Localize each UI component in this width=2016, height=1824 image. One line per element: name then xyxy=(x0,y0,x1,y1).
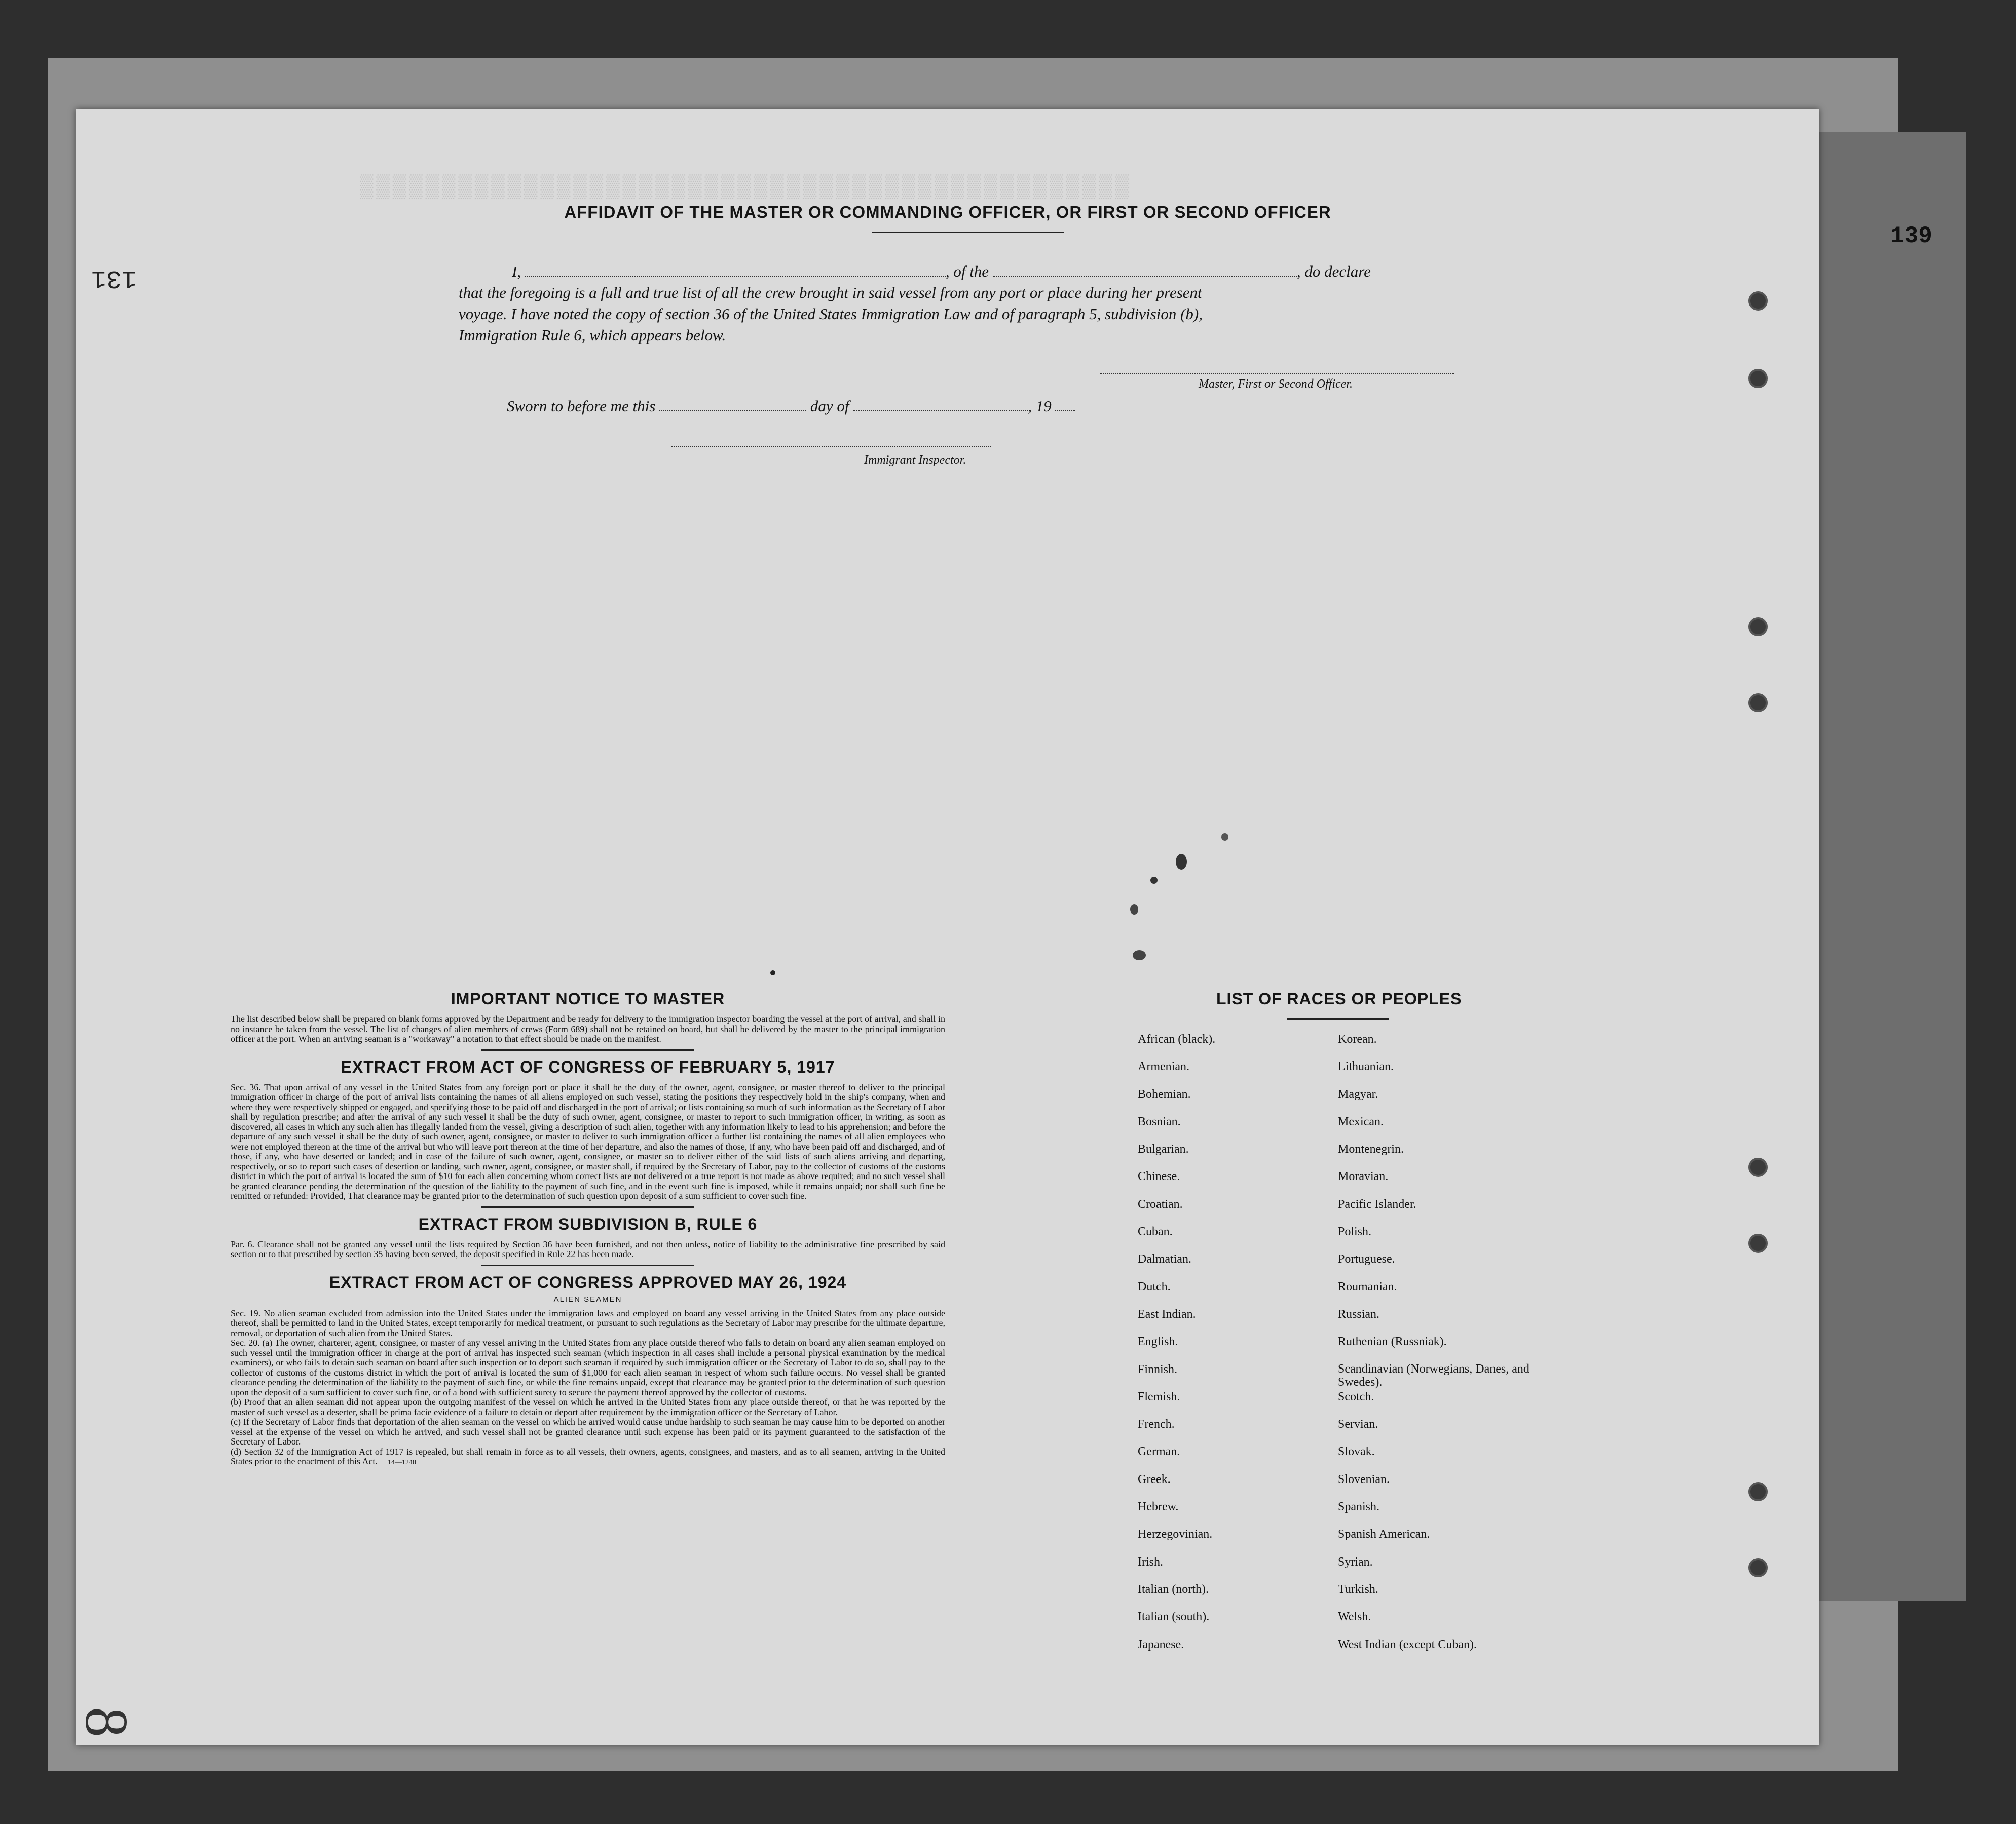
race-item: Cuban. xyxy=(1138,1225,1173,1239)
race-item: West Indian (except Cuban). xyxy=(1338,1638,1477,1651)
form-number: 14—1240 xyxy=(387,1459,416,1466)
race-item: Flemish. xyxy=(1138,1390,1180,1403)
ink-spot xyxy=(1221,833,1228,841)
affidavit-line-1 xyxy=(512,261,1566,282)
race-item: Moravian. xyxy=(1338,1170,1389,1184)
affidavit-title: AFFIDAVIT OF THE MASTER OR COMMANDING OFFICER, OR FIRST OR SECOND OFFICER xyxy=(564,203,1331,221)
race-item: Roumanian. xyxy=(1338,1280,1397,1294)
name-blank[interactable] xyxy=(525,275,946,277)
race-item: Hebrew. xyxy=(1138,1500,1179,1514)
race-item: Magyar. xyxy=(1338,1087,1378,1101)
race-item: Pacific Islander. xyxy=(1338,1197,1416,1211)
race-item: Montenegrin. xyxy=(1338,1143,1404,1156)
race-item: Spanish. xyxy=(1338,1500,1380,1514)
binder-hole xyxy=(1748,369,1768,388)
extract-1924-subtitle: ALIEN SEAMEN xyxy=(553,1295,622,1304)
race-item: Welsh. xyxy=(1338,1610,1371,1624)
binder-hole xyxy=(1748,1482,1768,1501)
race-item: Lithuanian. xyxy=(1338,1060,1394,1074)
master-signature-line[interactable] xyxy=(1100,373,1454,374)
notice-section xyxy=(231,990,945,1468)
ink-spot xyxy=(1130,904,1138,915)
race-item: Greek. xyxy=(1138,1472,1171,1486)
race-item: Turkish. xyxy=(1338,1582,1378,1596)
sec20b-text: (b) Proof that an alien seaman did not appear upon the outgoing manifest of the vessel on which he arrived in the United States from any place outside thereof, or that he was reported by the master of such vessel as a deserter, shall be prima facie evidence of a failure to detain or deport after requirement by the immigration officer or the Secretary of Labor. xyxy=(231,1397,945,1417)
binder-hole xyxy=(1748,693,1768,712)
ink-spot xyxy=(1176,854,1187,870)
sworn-before-me: Sworn to before me this xyxy=(507,397,656,415)
side-handwritten-number: 131 xyxy=(91,263,137,292)
race-item: Italian (north). xyxy=(1138,1582,1209,1596)
affidavit-declare: , do declare xyxy=(1296,262,1371,280)
race-item: Italian (south). xyxy=(1138,1610,1210,1624)
races-column-1 xyxy=(1138,1032,1215,1665)
extract-1917-title: EXTRACT FROM ACT OF CONGRESS OF FEBRUARY 5, 1917 xyxy=(341,1057,835,1076)
inspector-signature-line[interactable] xyxy=(671,446,991,447)
ink-spot xyxy=(770,970,775,975)
sec20d-text xyxy=(231,1447,945,1468)
ink-spot xyxy=(1133,950,1146,960)
race-item: African (black). xyxy=(1138,1033,1216,1046)
race-item: Russian. xyxy=(1338,1307,1380,1321)
race-item: Scandinavian (Norwegians, Danes, and Swedes). xyxy=(1338,1362,1529,1389)
page-number: 139 xyxy=(1890,223,1932,249)
sworn-year-blank[interactable] xyxy=(1055,410,1075,411)
race-item: Servian. xyxy=(1338,1418,1378,1431)
sec19-text: Sec. 19. No alien seaman excluded from admission into the United States under the immigration laws and employed on board any vessel arriving in the United States from any place outside thereof, shall be permitted to land in the United States, except temporarily for medical treatment, or pursuant to such regulations as the Secretary of Labor may prescribe for the ultimate departure, removal, or deportation of such alien from the United States. xyxy=(231,1308,945,1338)
races-column-2 xyxy=(1338,1032,1530,1665)
races-title: LIST OF RACES OR PEOPLES xyxy=(1216,990,1462,1008)
sec20a-text: Sec. 20. (a) The owner, charterer, agent, consignee, or master of any vessel arriving in the United States from any place outside thereof who fails to detain on board any alien seaman employed on such vessel until the immigration officer in charge at the port of arrival has inspected such seaman (which inspection in all cases shall include a personal physical examination by the medical examiners), or who fails to detain such seaman on board after such inspection or to deport such seaman if required by such immigration officer or the Secretary of Labor to do so, shall pay to the collector of customs of the customs district in which the port of arrival is located the sum of $1,000 for each alien seaman in respect of whom such failure occurs. No vessel shall be granted clearance pending the determination of the liability to the payment of such fine, or while the fine remains unpaid, except that clearance may be granted prior to the determination of such question upon the deposit of a sum sufficient to cover such fine, or of a bond with sufficient surety to secure the payment thereof approved by the collector of customs. xyxy=(231,1338,945,1397)
race-item: Slovenian. xyxy=(1338,1472,1390,1486)
race-item: Scotch. xyxy=(1338,1390,1374,1403)
race-item: Korean. xyxy=(1338,1033,1377,1046)
race-item: French. xyxy=(1138,1418,1175,1431)
extract-1917-text: Sec. 36. That upon arrival of any vessel in the United States from any foreign port or place it shall be the duty of the owner, agent, consignee, or master thereof to deliver to the principal immigration officer in charge of the port of arrival lists containing the names of all aliens employed on such vessel, stating the positions they respectively hold in the ship's company, when and where they were respectively shipped or engaged, and specifying those to be paid off and discharged in the port of arrival; or lists containing so much of such information as the Secretary of Labor shall by regulation prescribe; and after the arrival of any such vessel it shall be the duty of such owner, agent, consignee, or master to report to such immigration officer, in writing, as soon as discovered, all cases in which any such alien has illegally landed from the vessel, giving a description of such alien, together with any information likely to lead to his apprehension; and before the departure of any such vessel it shall be the duty of such owner, agent, consignee, or master to deliver to such immigration officer a further list containing the names of all alien employees who were not employed thereon at the time of the arrival but who will leave port thereon at the time of her departure, and also the names of those, if any, who have been paid off and discharged, and of those, if any, who have deserted or landed; and in case of the failure of such owner, agent, consignee, or master so to deliver either of the said lists of such aliens arriving and departing, respectively, or so to report such cases of desertion or landing, such owner, agent, consignee, or master shall, if required by the Secretary of Labor, pay to the collector of customs of the customs district in which the port of arrival is located the sum of $10 for each alien concerning whom correct lists are not delivered or a true report is not made as above required; and no such vessel shall be granted clearance pending the determination of the question of the liability to the payment of such fine, and in the event such fine is imposed, while it remains unpaid; nor shall such fine be remitted or refunded: Provided, That clearance may be granted prior to the determination of such question upon deposit of a sum sufficient to cover such fine. xyxy=(231,1082,945,1201)
affidavit-title-rule xyxy=(872,232,1064,233)
extract-1924-title: EXTRACT FROM ACT OF CONGRESS APPROVED MAY 26, 1924 xyxy=(329,1273,847,1291)
race-item: Bohemian. xyxy=(1138,1087,1191,1101)
race-item: Ruthenian (Russniak). xyxy=(1338,1335,1447,1349)
sworn-year: , 19 xyxy=(1028,397,1052,415)
extract-1917-rule xyxy=(481,1206,694,1208)
race-item: Croatian. xyxy=(1138,1197,1183,1211)
bleed-through-shadow: ▒▒▒▒▒▒▒▒▒▒▒▒▒▒▒▒▒▒▒▒▒▒▒▒▒▒▒▒▒▒▒▒▒▒▒▒▒▒▒▒▒▒▒▒▒▒▒ xyxy=(360,175,1132,200)
inspector-signature-label: Immigrant Inspector. xyxy=(864,453,966,467)
race-item: Syrian. xyxy=(1338,1555,1373,1569)
extract-rule6-text: Par. 6. Clearance shall not be granted any vessel until the lists required by Section 36 have been furnished, and not then unless, notice of liability to the administrative fine prescribed by said section or to that prescribed by section 35 having been served, the deposit specified in Rule 22 has been made. xyxy=(231,1239,945,1259)
race-item: Bosnian. xyxy=(1138,1115,1181,1128)
sec20d-body: (d) Section 32 of the Immigration Act of 1917 is repealed, but shall remain in force as to all vessels, their owners, agents, consignees, and masters, and as to all seamen, arriving in the United States prior to the enactment of this Act. xyxy=(231,1446,945,1466)
vessel-blank[interactable] xyxy=(993,275,1297,277)
race-item: Bulgarian. xyxy=(1138,1143,1189,1156)
sec20c-text: (c) If the Secretary of Labor finds that deportation of the alien seaman on the vessel on which he arrived would cause undue hardship to such seaman he may cause him to be deported on another vessel at the expense of the vessel on which he arrived, and such vessel shall not be granted clearance until such expense has been paid or its payment guaranteed to the satisfaction of the Secretary of Labor. xyxy=(231,1417,945,1447)
race-item: Spanish American. xyxy=(1338,1528,1430,1541)
affidavit-line-2: that the foregoing is a full and true list of all the crew brought in said vessel from any port or place during her present xyxy=(459,284,1202,301)
extract-rule6-title: EXTRACT FROM SUBDIVISION B, RULE 6 xyxy=(418,1214,758,1233)
sworn-line xyxy=(507,396,1561,417)
notice-rule xyxy=(481,1049,694,1051)
binder-hole xyxy=(1748,617,1768,636)
race-item: Herzegovinian. xyxy=(1138,1528,1213,1541)
race-item: Armenian. xyxy=(1138,1060,1189,1074)
race-item: Portuguese. xyxy=(1338,1252,1395,1266)
notice-text: The list described below shall be prepared on blank forms approved by the Department and be ready for delivery to the immigration inspector boarding the vessel at the port of arrival, and shall in no instance be taken from the vessel. The list of changes of alien members of crews (Form 689) shall not be retained on board, but shall be delivered by the master to the principal immigration officer at the port. When an arriving seaman is a "workaway" a notation to that effect should be made on the manifest. xyxy=(231,1014,945,1044)
race-item: Irish. xyxy=(1138,1555,1163,1569)
race-item: Dalmatian. xyxy=(1138,1252,1191,1266)
race-item: German. xyxy=(1138,1445,1180,1459)
race-item: Polish. xyxy=(1338,1225,1372,1239)
notice-title: IMPORTANT NOTICE TO MASTER xyxy=(451,990,725,1008)
binder-hole xyxy=(1748,291,1768,311)
race-item: Slovak. xyxy=(1338,1445,1375,1459)
affidavit-i: I, xyxy=(512,262,521,280)
affidavit-line-3: voyage. I have noted the copy of section 36 of the United States Immigration Law and of paragraph 5, subdivision (b), xyxy=(459,305,1203,323)
race-item: Finnish. xyxy=(1138,1362,1178,1376)
binder-hole xyxy=(1748,1158,1768,1177)
master-signature-label: Master, First or Second Officer. xyxy=(1199,377,1353,391)
binder-hole xyxy=(1748,1558,1768,1577)
race-item: Mexican. xyxy=(1338,1115,1384,1128)
affidavit-of-the: , of the xyxy=(945,262,989,280)
race-item: Chinese. xyxy=(1138,1170,1180,1184)
race-item: East Indian. xyxy=(1138,1307,1196,1321)
corner-handwritten-mark: 8 xyxy=(73,1707,140,1737)
sworn-date-blank[interactable] xyxy=(659,410,806,411)
races-title-rule xyxy=(1287,1018,1389,1020)
manifest-page xyxy=(76,109,1819,1745)
affidavit-line-4: Immigration Rule 6, which appears below. xyxy=(459,326,726,344)
extract-rule6-rule xyxy=(481,1265,694,1266)
sworn-month-blank[interactable] xyxy=(853,410,1028,411)
race-item: Dutch. xyxy=(1138,1280,1171,1294)
race-item: Japanese. xyxy=(1138,1638,1184,1651)
back-sheet-edge xyxy=(1804,132,1966,1601)
binder-hole xyxy=(1748,1234,1768,1253)
race-item: English. xyxy=(1138,1335,1178,1349)
sworn-day-of: day of xyxy=(810,397,849,415)
ink-spot xyxy=(1150,877,1158,884)
